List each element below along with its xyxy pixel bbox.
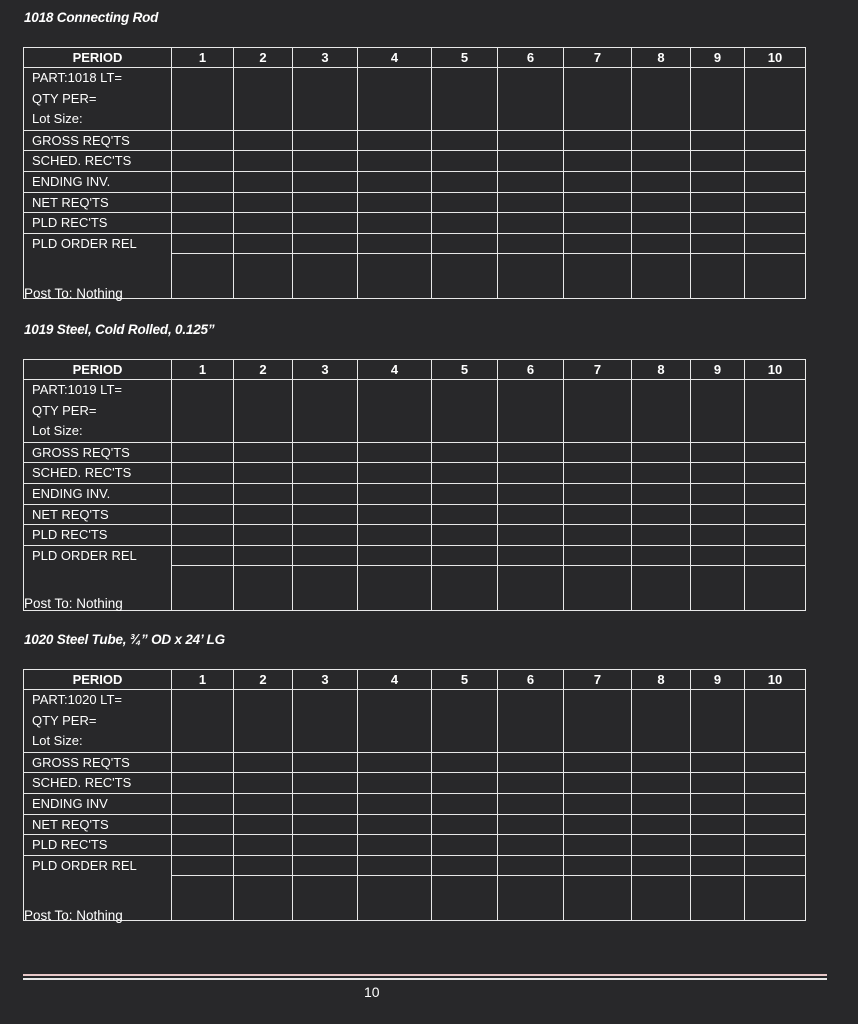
row-label: SCHED. REC'TS: [24, 462, 171, 483]
section-title: 1020 Steel Tube, ¾” OD x 24’ LG: [24, 632, 225, 647]
row-label: GROSS REQ'TS: [24, 442, 171, 463]
period-cell: [564, 68, 632, 299]
period-column-header: 5: [432, 48, 498, 68]
period-column-header: 3: [293, 360, 358, 380]
row-label: Lot Size:: [32, 423, 83, 439]
period-cell: [498, 690, 564, 921]
period-column-header: 4: [358, 48, 432, 68]
period-column-header: 6: [498, 48, 564, 68]
period-column-header: 2: [234, 48, 293, 68]
row-label: NET REQ'TS: [24, 192, 171, 213]
period-column-header: 10: [745, 48, 806, 68]
part-line: PART:1018 LT=: [32, 70, 122, 85]
row-label: ENDING INV: [24, 793, 171, 814]
row-label: PLD ORDER REL: [24, 855, 171, 905]
period-cell: [293, 690, 358, 921]
period-cell: [632, 690, 691, 921]
period-cell: [172, 380, 234, 611]
row-label: GROSS REQ'TS: [24, 752, 171, 773]
period-column-header: 6: [498, 670, 564, 690]
row-label: GROSS REQ'TS: [24, 130, 171, 151]
post-to-note: Post To: Nothing: [24, 908, 123, 923]
period-column-header: 1: [172, 360, 234, 380]
period-column-header: 10: [745, 360, 806, 380]
period-cell: [234, 68, 293, 299]
period-column-header: 7: [564, 48, 632, 68]
period-column-header: 10: [745, 670, 806, 690]
period-header: PERIOD: [24, 360, 172, 380]
period-column-header: 1: [172, 670, 234, 690]
period-cell: [498, 68, 564, 299]
period-cell: [691, 380, 745, 611]
period-column-header: 4: [358, 360, 432, 380]
period-column-header: 2: [234, 670, 293, 690]
period-column-header: 7: [564, 360, 632, 380]
mrp-table: [23, 359, 806, 611]
mrp-table: [23, 669, 806, 921]
row-label: PLD REC'TS: [24, 834, 171, 855]
period-header: PERIOD: [24, 48, 172, 68]
period-column-header: 7: [564, 670, 632, 690]
row-labels: [24, 68, 172, 299]
period-cell: [632, 68, 691, 299]
period-cell: [172, 68, 234, 299]
period-cell: [498, 380, 564, 611]
period-header: PERIOD: [24, 670, 172, 690]
period-cell: [234, 380, 293, 611]
row-label: NET REQ'TS: [24, 814, 171, 835]
period-cell: [564, 690, 632, 921]
section-title: 1019 Steel, Cold Rolled, 0.125”: [24, 322, 215, 337]
period-cell: [432, 380, 498, 611]
row-labels: [24, 690, 172, 921]
period-cell: [564, 380, 632, 611]
period-column-header: 8: [632, 670, 691, 690]
row-label: NET REQ'TS: [24, 504, 171, 525]
period-cell: [358, 690, 432, 921]
row-label: ENDING INV.: [24, 171, 171, 192]
period-cell: [432, 68, 498, 299]
part-line: PART:1019 LT=: [32, 382, 122, 397]
footer-divider: [23, 974, 827, 982]
period-cell: [358, 380, 432, 611]
period-column-header: 1: [172, 48, 234, 68]
period-cell: [745, 68, 806, 299]
period-cell: [691, 68, 745, 299]
period-cell: [172, 690, 234, 921]
row-label: PLD ORDER REL: [24, 545, 171, 595]
section-title: 1018 Connecting Rod: [24, 10, 159, 25]
row-label: ENDING INV.: [24, 483, 171, 504]
period-column-header: 6: [498, 360, 564, 380]
post-to-note: Post To: Nothing: [24, 596, 123, 611]
row-labels: [24, 380, 172, 611]
period-cell: [691, 690, 745, 921]
row-label: Lot Size:: [32, 111, 83, 127]
period-column-header: 2: [234, 360, 293, 380]
mrp-table: [23, 47, 806, 299]
period-column-header: 5: [432, 670, 498, 690]
period-column-header: 3: [293, 48, 358, 68]
period-column-header: 3: [293, 670, 358, 690]
period-cell: [234, 690, 293, 921]
row-label: QTY PER=: [32, 402, 97, 418]
period-column-header: 5: [432, 360, 498, 380]
period-column-header: 8: [632, 48, 691, 68]
period-cell: [432, 690, 498, 921]
period-column-header: 9: [691, 360, 745, 380]
period-cell: [293, 380, 358, 611]
page-number: 10: [364, 984, 380, 1000]
part-line: PART:1020 LT=: [32, 692, 122, 707]
period-column-header: 9: [691, 670, 745, 690]
row-label: PLD REC'TS: [24, 524, 171, 545]
row-label: PLD REC'TS: [24, 212, 171, 233]
row-label: PLD ORDER REL: [24, 233, 171, 283]
row-label: QTY PER=: [32, 712, 97, 728]
period-column-header: 4: [358, 670, 432, 690]
period-column-header: 9: [691, 48, 745, 68]
post-to-note: Post To: Nothing: [24, 286, 123, 301]
period-column-header: 8: [632, 360, 691, 380]
row-label: SCHED. REC'TS: [24, 772, 171, 793]
period-cell: [745, 690, 806, 921]
row-label: Lot Size:: [32, 733, 83, 749]
period-cell: [632, 380, 691, 611]
period-cell: [745, 380, 806, 611]
row-label: QTY PER=: [32, 90, 97, 106]
period-cell: [293, 68, 358, 299]
row-label: SCHED. REC'TS: [24, 150, 171, 171]
period-cell: [358, 68, 432, 299]
